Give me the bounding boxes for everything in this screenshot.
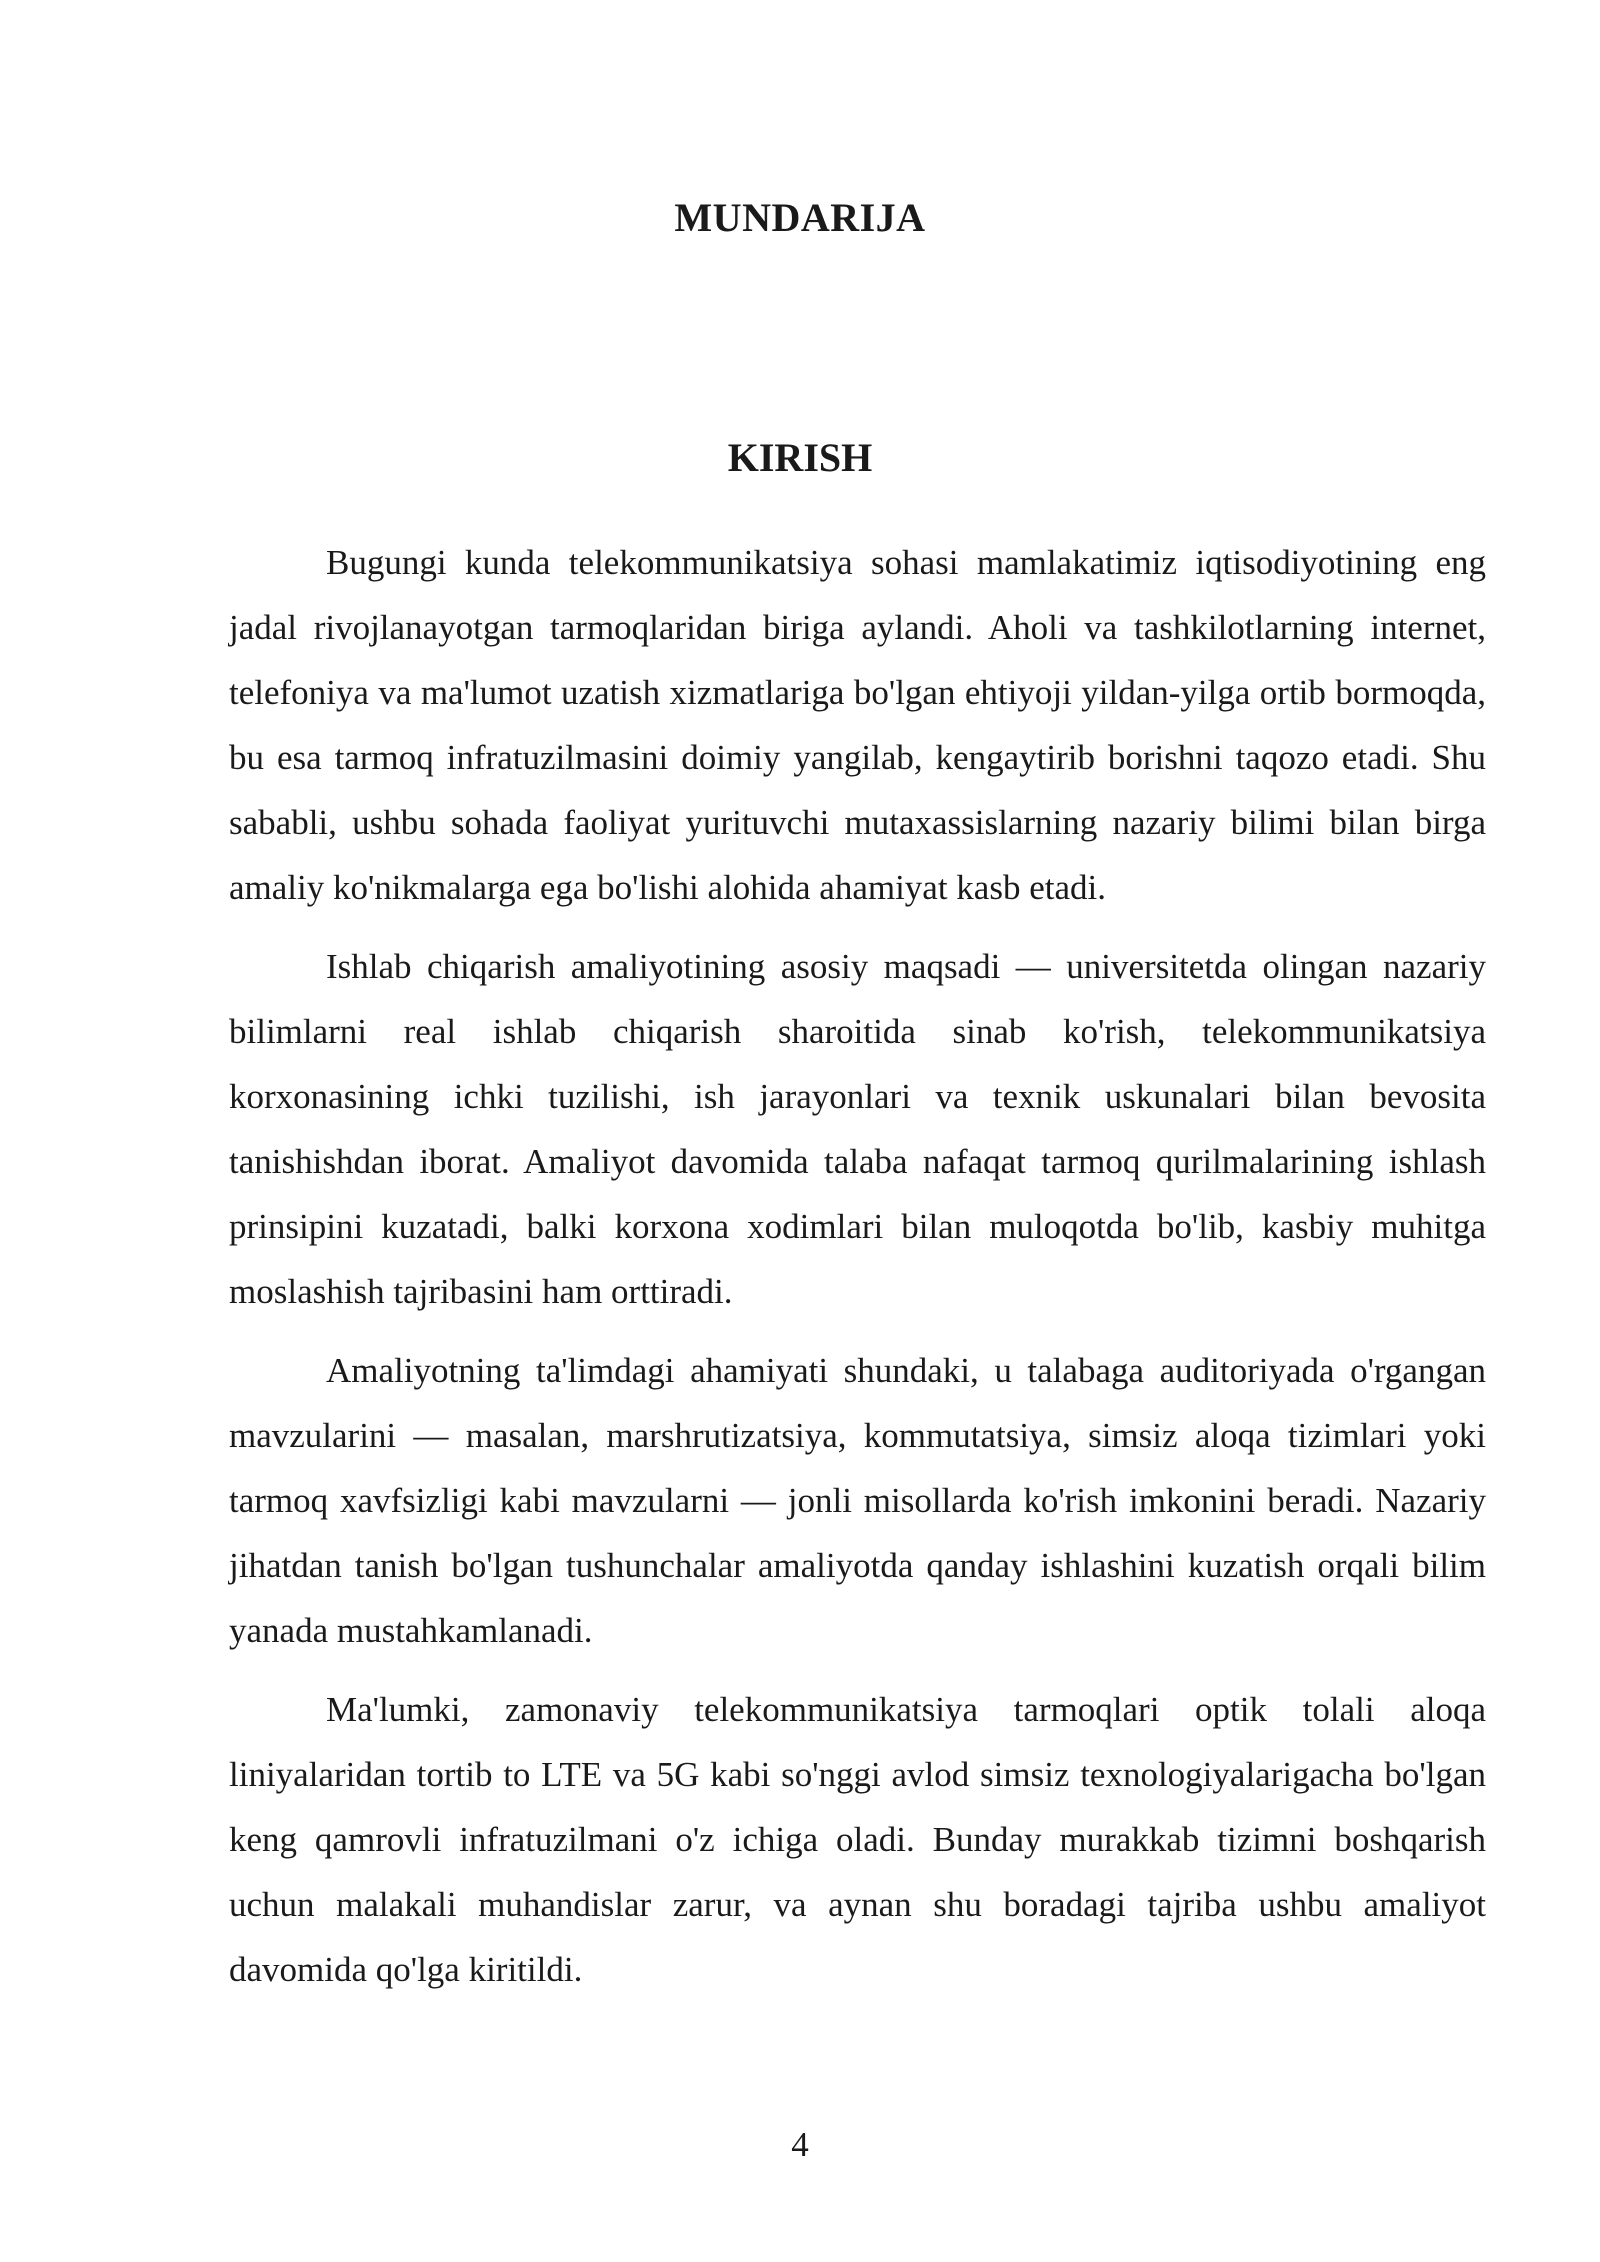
paragraph: Amaliyotning ta'limdagi ahamiyati shundaki, u talabaga auditoriyada o'rgangan mavzularini — masalan, marshrutizatsiya, kommutatsiya, simsiz aloqa tizimlari yoki tarmoq xavfsizligi kabi mavzularni — jonli misollarda ko'rish imkonini beradi. Nazariy jihatdan tanish bo'lgan tushunchalar amaliyotda qanday ishlashini kuzatish orqali bilim yanada mustahkamlanadi.	[229, 1351, 1486, 1650]
toc-heading: MUNDARIJA	[674, 195, 926, 240]
page-number: 4	[791, 2125, 809, 2164]
paragraph: Bugungi kunda telekommunikatsiya sohasi mamlakatimiz iqtisodiyotining eng jadal rivojlanayotgan tarmoqlaridan biriga aylandi. Aholi va tashkilotlarning internet, telefoniya va ma'lumot uzatish xizmatlariga bo'lgan ehtiyoji yildan-yilga ortib bormoqda, bu esa tarmoq infratuzilmasini doimiy yangilab, kengaytirib borishni taqozo etadi. Shu sababli, ushbu sohada faoliyat yurituvchi mutaxassislarning nazariy bilimi bilan birga amaliy ko'nikmalarga ega bo'lishi alohida ahamiyat kasb etadi.	[229, 543, 1486, 907]
body-text	[229, 530, 1486, 2016]
paragraph: Ishlab chiqarish amaliyotining asosiy maqsadi — universitetda olingan nazariy bilimlarni real ishlab chiqarish sharoitida sinab ko'rish, telekommunikatsiya korxonasining ichki tuzilishi, ish jarayonlari va texnik uskunalari bilan bevosita tanishishdan iborat. Amaliyot davomida talaba nafaqat tarmoq qurilmalarining ishlash prinsipini kuzatadi, balki korxona xodimlari bilan muloqotda bo'lib, kasbiy muhitga moslashish tajribasini ham orttiradi.	[229, 947, 1486, 1311]
paragraph: Ma'lumki, zamonaviy telekommunikatsiya tarmoqlari optik tolali aloqa liniyalaridan tortib to LTE va 5G kabi so'nggi avlod simsiz texnologiyalarigacha bo'lgan keng qamrovli infratuzilmani o'z ichiga oladi. Bunday murakkab tizimni boshqarish uchun malakali muhandislar zarur, va aynan shu boradagi tajriba ushbu amaliyot davomida qo'lga kiritildi.	[229, 1690, 1486, 1989]
section-heading-kirish: KIRISH	[727, 435, 873, 480]
